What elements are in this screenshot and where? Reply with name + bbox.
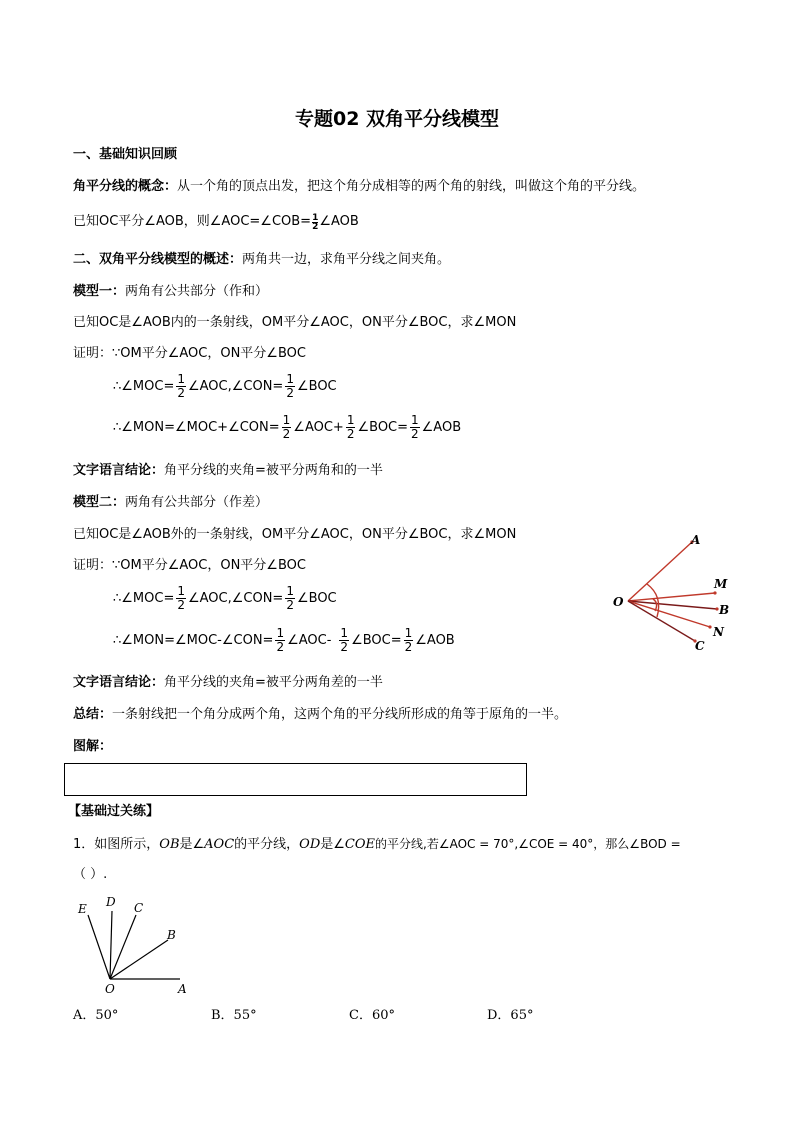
model2-known: 已知OC是∠AOB外的一条射线，OM平分∠AOC，ON平分∠BOC，求∠MON: [73, 527, 517, 542]
svg-text:D: D: [106, 895, 116, 909]
ray-OB: [110, 940, 168, 979]
model1-known: 已知OC是∠AOB内的一条射线，OM平分∠AOC，ON平分∠BOC，求∠MON: [73, 315, 517, 330]
diagram-box: [64, 763, 527, 796]
diagram-label: 图解：: [73, 739, 113, 754]
model1-heading: [73, 283, 268, 301]
model1-conclusion: 文字语言结论：角平分线的夹角=被平分两角和的一半: [73, 463, 383, 478]
model2-step2: ∴∠MON=∠MOC-∠CON= $\frac{1}{2}$ ∠AOC- $\frac{1}{2}$ ∠BOC= $\frac{1}{2}$ ∠AOB: [113, 626, 455, 654]
ray-OM: [628, 593, 715, 601]
angle-arc-outer: [647, 584, 659, 617]
known-line-1: [73, 213, 359, 231]
svg-text:A: A: [178, 982, 187, 995]
svg-text:E: E: [78, 902, 87, 916]
svg-text:C: C: [134, 901, 144, 915]
model1-proof: 证明：∵OM平分∠AOC，ON平分∠BOC: [73, 346, 306, 361]
practice-heading: 【基础过关练】: [68, 804, 160, 819]
label-A: A: [691, 533, 701, 547]
model2-proof: 证明：∵OM平分∠AOC，ON平分∠BOC: [73, 558, 306, 573]
question-1-line2: （ ）.: [73, 867, 108, 882]
label-O: O: [613, 595, 624, 609]
ray-OD: [110, 911, 112, 979]
model1-label: 模型一：: [73, 284, 126, 299]
page-title: 专题02 双角平分线模型: [294, 108, 500, 130]
section2-text: 两角共一边，求角平分线之间夹角。: [242, 252, 451, 267]
section2-label: 二、双角平分线模型的概述：: [73, 252, 243, 267]
model1-step2: ∴∠MON=∠MOC+∠CON= $\frac{1}{2}$ ∠AOC+ $\frac{1}{2}$ ∠BOC= $\frac{1}{2}$ ∠AOB: [113, 413, 462, 441]
concept-label: 角平分线的概念：: [73, 179, 178, 194]
model2-conclusion: 文字语言结论：角平分线的夹角=被平分两角差的一半: [73, 675, 383, 690]
option-b[interactable]: B．55°: [211, 1008, 257, 1023]
ray-OE: [88, 915, 110, 979]
option-a[interactable]: A．50°: [73, 1008, 119, 1023]
concept-line: [73, 178, 645, 196]
model1-text: 两角有公共部分（作和）: [125, 284, 269, 299]
angle-bisector-figure: [605, 530, 745, 655]
option-d[interactable]: D．65°: [487, 1008, 534, 1023]
question-1-figure: [68, 895, 198, 995]
ray-OC: [628, 601, 695, 641]
label-N: N: [713, 625, 724, 639]
known1-pre: 已知OC平分∠AOB，则∠AOC=∠COB=: [73, 214, 312, 229]
svg-text:O: O: [105, 982, 115, 995]
ray-OC: [110, 915, 136, 979]
label-M: M: [714, 577, 728, 591]
option-c[interactable]: C．60°: [349, 1008, 395, 1023]
section-heading-2: [73, 251, 450, 269]
label-C: C: [695, 639, 705, 653]
model2-heading: 模型二：两角有公共部分（作差）: [73, 495, 269, 510]
concept-text: 从一个角的顶点出发，把这个角分成相等的两个角的射线，叫做这个角的平分线。: [177, 179, 646, 194]
half-fraction: $\frac{1}{2}$: [312, 212, 319, 232]
known1-post: ∠AOB: [319, 214, 359, 229]
svg-text:B: B: [167, 928, 176, 942]
model2-step1: ∴∠MOC= $\frac{1}{2}$ ∠AOC,∠CON= $\frac{1}{2}$ ∠BOC: [113, 584, 337, 612]
summary: 总结：一条射线把一个角分成两个角，这两个角的平分线所形成的角等于原角的一半。: [73, 707, 568, 722]
question-1-line1: 1．如图所示，OB是∠AOC的平分线，OD是∠COE的平分线,若∠AOC = 70°,∠COE = 40°，那么∠BOD =: [73, 837, 681, 852]
ray-OA: [628, 542, 692, 601]
model1-step1: ∴∠MOC= $\frac{1}{2}$ ∠AOC,∠CON= $\frac{1}{2}$ ∠BOC: [113, 372, 337, 400]
label-B: B: [719, 603, 730, 617]
section-heading-1: 一、基础知识回顾: [73, 147, 178, 162]
